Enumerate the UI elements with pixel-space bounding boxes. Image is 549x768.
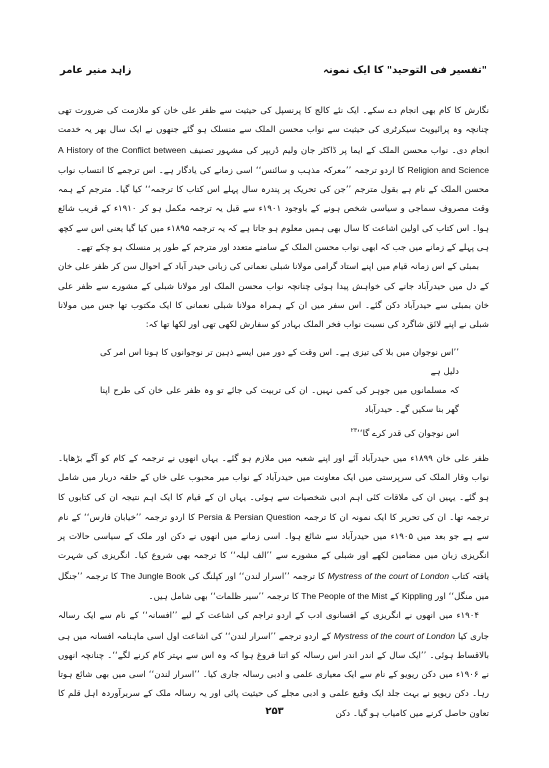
text-run: کا اردو ترجمہ ’’خیابان فارس‘‘ کے نام سے ہے جو بعد میں ۱۹۰۵ء میں حیدرآباد سے شائع ہوا۔ اسی زمانے میں انھوں نے دکن اور ملک کے سیاسی حالات پر انگریزی زبان میں مضامین لکھے اور شبلی کے مشورے سے ’’الف لیلہ‘‘ کا ترجمہ بھی شروع کیا۔ انگریزی کی شہرت یافتہ کتاب [58,512,489,582]
latin-title: Persia & Persian Question [198,511,301,522]
latin-title: Kippling [401,590,433,601]
latin-title: Mystress of the court of London [333,630,456,641]
latin-title: Mystress of the court of London [327,570,449,581]
paragraph [58,258,489,335]
text-run: ۱۹۰۴ء میں انھوں نے انگریزی کے افسانوی ادب کے اردو تراجم کی اشاعت کے لیے ’’افسانہ‘‘ کے نام سے ایک رسالہ جاری کیا [58,611,489,642]
latin-title: The Jungle Book [120,570,186,581]
text-run: کا اردو ترجمہ ’’معرکہ مذہب و سائنس‘‘ اسی زمانے کی یادگار ہے۔ اس ترجمے کا انتساب نواب محسن الملک کے نام ہے بقول مترجم ’’جن کی تحریک پر پندرہ سال پہلے اس کتاب کا ترجمہ‘‘ کیا گیا۔ مترجم کے ہمہ وقت مصروف سماجی و سیاسی شخص ہونے کے باوجود ۱۹۰۱ء سے قبل یہ ترجمہ مکمل ہو کر ۱۹۱۰ء کے قریب شائع ہوا۔ اس کتاب کی اولین اشاعت کا سال بھی ہمیں معلوم ہو جاتا ہے کہ یہ ترجمہ ۱۸۹۵ء میں کیا گیا یعنی اس سے کچھ ہی پہلے کے زمانے میں جب کہ ابھی نواب محسن الملک کے سامنے متعدد اور مترجم کے طور پر منسلک ہو چکے تھے۔ [58,165,490,254]
body-text [58,102,489,724]
block-quote [100,344,459,444]
running-header [60,62,487,78]
text-run: کے [387,591,402,602]
text-run: کا ترجمہ ’’جنگل میں منگل‘‘ اور [58,571,489,602]
text-run: بمبئی کے اس زمانہ قیام میں اپنے استاد گرامی مولانا شبلی نعمانی کی زبانی حیدر آباد کے احوال سن کر ظفر علی خان کے دل میں حیدرآباد جانے کی خواہش پیدا ہوئی چنانچہ نواب محسن الملک اور مولانا شبلی کے مشورے سے ظفر علی خان بمبئی سے حیدرآباد دکن گئے۔ اس سفر میں ان کے ہمراہ مولانا شبلی نعمانی کا ایک مکتوب تھا جس میں مولانا شبلی نے اپنے لائق شاگرد کی نسبت نواب فخر الملک بہادر کو سفارش لکھی تھی اور لکھا تھا کہ: [58,262,489,331]
page-number: ۲۵۳ [265,706,284,717]
paragraph [58,450,489,607]
latin-title: The People of the Mist [301,590,388,601]
text-run: کا ترجمہ ’’اسرار لندن‘‘ اور کپلنگ کی [185,571,328,582]
footnote-marker: ۲۳ [350,426,358,434]
header-author: زاہد منیر عامر [60,64,132,76]
quote-line-text: اس نوجوان کی قدر کرے گا‘‘ [357,428,459,439]
quote-line: ’’اس نوجوان میں بلا کی تیزی ہے۔ اس وقت کے دور میں ایسے ذہین تر نوجوانوں کا ہونا اس امر کی دلیل ہے [100,347,459,377]
text-run: نگارش کا کام بھی انجام دے سکے۔ ایک نئے کالج کا پرنسپل کی حیثیت سے ظفر علی خان کو ملازمت کی ضرورت تھی چنانچہ وہ پرائیویٹ سیکرٹری کی حیثیت سے نواب محسن الملک سے منسلک ہو گئے جنھوں نے ایک سال بھر یہ خدمت انجام دی۔ نواب محسن الملک کے ایما پر ڈاکٹر جان ولیم ڈریپر کی مشہور تصنیف [58,106,489,156]
quote-line [100,421,459,444]
text-run: ظفر علی خان ۱۸۹۹ء میں حیدرآباد آئے اور اپنے شعبہ میں ملازم ہو گئے۔ یہاں انھوں نے ترجمہ کے کام کو آگے بڑھایا۔ نواب وقار الملک کی سرپرستی میں ایک معاونت میں حیدرآباد کے نواب میر محبوب علی خاں کے حلقہ دربار میں شامل ہو گئے۔ یہیں ان کی ملاقات کئی اہم ادبی شخصیات سے ہوئی۔ یہاں ان کے قیام کا ایک اہم نتیجہ ان کی کتابوں کا ترجمہ تھا۔ ان کی تحریر کا ایک نمونہ ان کا ترجمہ [58,453,489,523]
text-run: کے اردو ترجمے ’’اسرار لندن‘‘ کی اشاعت اول اسی ماہنامہ افسانہ میں ہی بالاقساط ہوئی۔ ’’ایک سال کے اندر اندر اس رسالہ کو اتنا فروغ ہوا کہ وہ اس سے بہتر کام کرنے لگے‘‘۔ چنانچہ انھوں نے ۱۹۰۶ء میں دکن ریویو کے نام سے ایک معیاری علمی و ادبی رسالہ جاری کیا۔ ’’اسرار لندن‘‘ اسی میں بھی شائع ہوتا رہا۔ دکن ریویو نے بہت جلد ایک وقیع علمی و ادبی مجلے کی حیثیت پائی اور یہ رسالہ ملک کے سربرآوردہ اہل قلم کا تعاون حاصل کرنے میں کامیاب ہو گیا۔ دکن [58,631,489,719]
header-title: "تفسیر فی التوحید" کا ایک نمونہ [323,64,487,76]
latin-title: A History of the Conflict between Religion and Science [58,144,490,175]
text-run: کا ترجمہ ’’سیر ظلمات‘‘ بھی شامل ہیں۔ [148,591,302,602]
quote-line: کہ مسلمانوں میں جوہر کی کمی نہیں۔ ان کی تربیت کی جائے تو وہ ظفر علی خان کی طرح اپنا گھر بنا سکیں گے۔ حیدرآباد [100,386,459,416]
paragraph [58,102,489,258]
